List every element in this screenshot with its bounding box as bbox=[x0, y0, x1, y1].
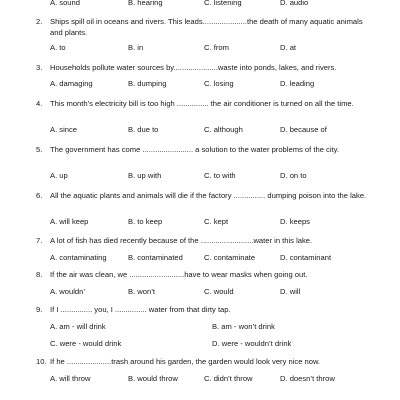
q2-option-a: A. to bbox=[50, 43, 66, 52]
q4-body: This month’s electricity bill is too high ............... the air conditioner is turned on all the time. bbox=[50, 99, 354, 108]
q4-text bbox=[36, 98, 376, 109]
q2-text bbox=[36, 16, 376, 38]
q6-text bbox=[36, 190, 376, 201]
q10-body: If he .....................trash around his garden, the garden would look very nice now. bbox=[50, 357, 321, 366]
q3-body: Households pollute water sources by.....................waste into ponds, lakes, and rivers. bbox=[50, 63, 337, 72]
q4-option-a: A. since bbox=[50, 125, 78, 134]
q4-option-c: C. although bbox=[204, 125, 243, 134]
q7-option-d: D. contaminant bbox=[280, 253, 332, 262]
q9-body: If I ............... you, I ............... water from that dirty tap. bbox=[50, 305, 231, 314]
q5-body: The government has come ........................ a solution to the water problems of the city. bbox=[50, 145, 339, 154]
q6-option-b: B. to keep bbox=[128, 217, 163, 226]
q8-body: If the air was clean, we ..........................have to wear masks when going out. bbox=[50, 270, 308, 279]
q3-option-a: A. damaging bbox=[50, 79, 93, 88]
q10-option-d: D. doesn’t throw bbox=[280, 374, 335, 383]
q7-option-a: A. contaminating bbox=[50, 253, 107, 262]
q8-number: 8. bbox=[36, 270, 43, 279]
q10-text bbox=[36, 358, 376, 366]
q8-option-a: A. wouldn’ bbox=[50, 287, 86, 296]
q5-text bbox=[36, 144, 376, 155]
q1-option-d: D. audio bbox=[280, 0, 309, 7]
q6-option-c: C. kept bbox=[204, 217, 229, 226]
q9-option-c: C. were - would drink bbox=[50, 339, 122, 348]
q5-option-b: B. up with bbox=[128, 171, 162, 180]
q5-number: 5. bbox=[36, 145, 43, 154]
q8-option-b: B. won’t bbox=[128, 287, 156, 296]
q5-option-a: A. up bbox=[50, 171, 68, 180]
q10-number: 10. bbox=[36, 357, 47, 366]
q7-body: A lot of fish has died recently because of the .........................water in this lake. bbox=[50, 236, 313, 245]
q4-option-d: D. because of bbox=[280, 125, 327, 134]
q7-option-c: C. contaminate bbox=[204, 253, 256, 262]
q3-option-b: B. dumping bbox=[128, 79, 167, 88]
q5-option-c: C. to with bbox=[204, 171, 236, 180]
q1-option-b: B. hearing bbox=[128, 0, 163, 7]
q9-option-d: D. were - wouldn’t drink bbox=[212, 339, 292, 348]
q1-option-a: A. sound bbox=[50, 0, 80, 7]
q9-number: 9. bbox=[36, 305, 43, 314]
q6-option-d: D. keeps bbox=[280, 217, 310, 226]
q7-option-b: B. contaminated bbox=[128, 253, 183, 262]
q8-option-d: D. will bbox=[280, 287, 301, 296]
q10-option-c: C. didn’t throw bbox=[204, 374, 253, 383]
q9-option-a: A. am - will drink bbox=[50, 322, 106, 331]
q3-option-d: D. leading bbox=[280, 79, 315, 88]
q8-option-c: C. would bbox=[204, 287, 234, 296]
q3-option-c: C. losing bbox=[204, 79, 234, 88]
q4-option-b: B. due to bbox=[128, 125, 159, 134]
q6-number: 6. bbox=[36, 191, 43, 200]
q2-option-d: D. at bbox=[280, 43, 297, 52]
q10-option-b: B. would throw bbox=[128, 374, 178, 383]
q2-option-b: B. in bbox=[128, 43, 144, 52]
q6-body: All the aquatic plants and animals will die if the factory ............... dumping poison into the lake. bbox=[50, 191, 367, 200]
q3-number: 3. bbox=[36, 63, 43, 72]
q10-option-a: A. will throw bbox=[50, 374, 91, 383]
q1-option-c: C. listening bbox=[204, 0, 242, 7]
q5-option-d: D. on to bbox=[280, 171, 307, 180]
q4-number: 4. bbox=[36, 99, 43, 108]
q2-body: Ships spill oil in oceans and rivers. This leads.....................the death of many aquatic animals and plants. bbox=[50, 17, 363, 37]
q6-option-a: A. will keep bbox=[50, 217, 89, 226]
q9-option-b: B. am - won’t drink bbox=[212, 322, 275, 331]
q2-number: 2. bbox=[36, 17, 43, 26]
q2-option-c: C. from bbox=[204, 43, 229, 52]
q7-text bbox=[36, 237, 376, 245]
q8-text bbox=[36, 271, 376, 279]
q7-number: 7. bbox=[36, 236, 43, 245]
q9-text bbox=[36, 306, 376, 314]
q3-text bbox=[36, 64, 376, 72]
